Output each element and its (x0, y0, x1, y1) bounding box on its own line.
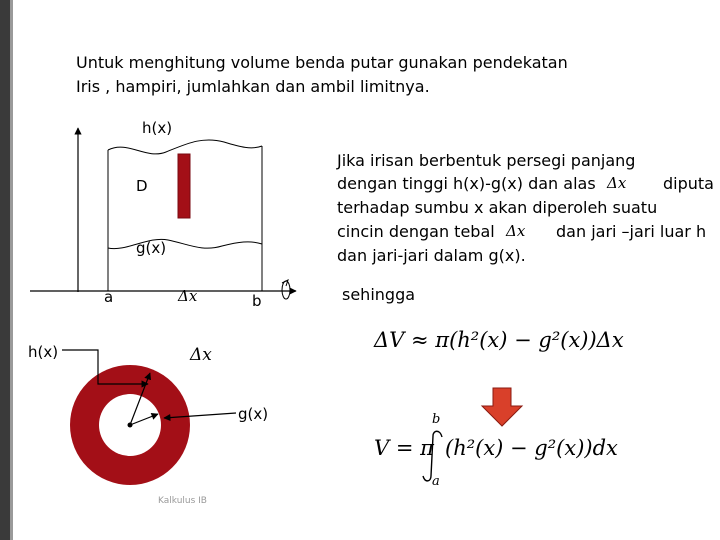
sehingga-label: sehingga (342, 285, 416, 304)
explanation-line-2a: dengan tinggi h(x)-g(x) dan alas (337, 174, 596, 193)
volume-formula-prefix: V = π (374, 436, 434, 460)
volume-formula-integrand: (h²(x) − g²(x))dx (445, 436, 618, 460)
explanation-line-1: Jika irisan berbentuk persegi panjang (337, 151, 636, 170)
ring-dx-label: Δx (190, 345, 212, 365)
explanation-line-5: dan jari-jari dalam g(x). (337, 246, 526, 265)
ring-g-label: g(x) (238, 405, 269, 423)
down-arrow (482, 388, 522, 426)
integral-upper-limit: b (432, 412, 441, 427)
a-label: a (104, 288, 114, 306)
rotation-indicator (282, 281, 290, 299)
region-label: D (136, 177, 148, 195)
integral-lower-limit: a (432, 474, 440, 489)
curve-g (108, 239, 262, 248)
explanation-line-4a: cincin dengan tebal (337, 222, 495, 241)
explanation-dx-2: Δx (506, 222, 526, 240)
intro-line-1: Untuk menghitung volume benda putar gunakan pendekatan (76, 53, 568, 72)
watermark: Kalkulus IB (158, 496, 207, 506)
intro-line-2: Iris , hampiri, jumlahkan dan ambil limitnya. (76, 77, 430, 96)
h-curve-label: h(x) (142, 119, 173, 137)
b-label: b (252, 292, 262, 310)
explanation-line-3: terhadap sumbu x akan diperoleh suatu (337, 198, 658, 217)
ring-h-label: h(x) (28, 343, 59, 361)
g-curve-label: g(x) (136, 239, 167, 257)
slice-strip (178, 154, 190, 218)
curve-h (108, 140, 262, 154)
dx-label: Δx (178, 287, 198, 305)
explanation-dx-1: Δx (607, 174, 627, 192)
explanation-line-4b: dan jari –jari luar h (556, 222, 707, 241)
explanation-line-2b: diputa (663, 174, 714, 193)
delta-v-formula: ΔV ≈ π(h²(x) − g²(x))Δx (374, 328, 624, 352)
